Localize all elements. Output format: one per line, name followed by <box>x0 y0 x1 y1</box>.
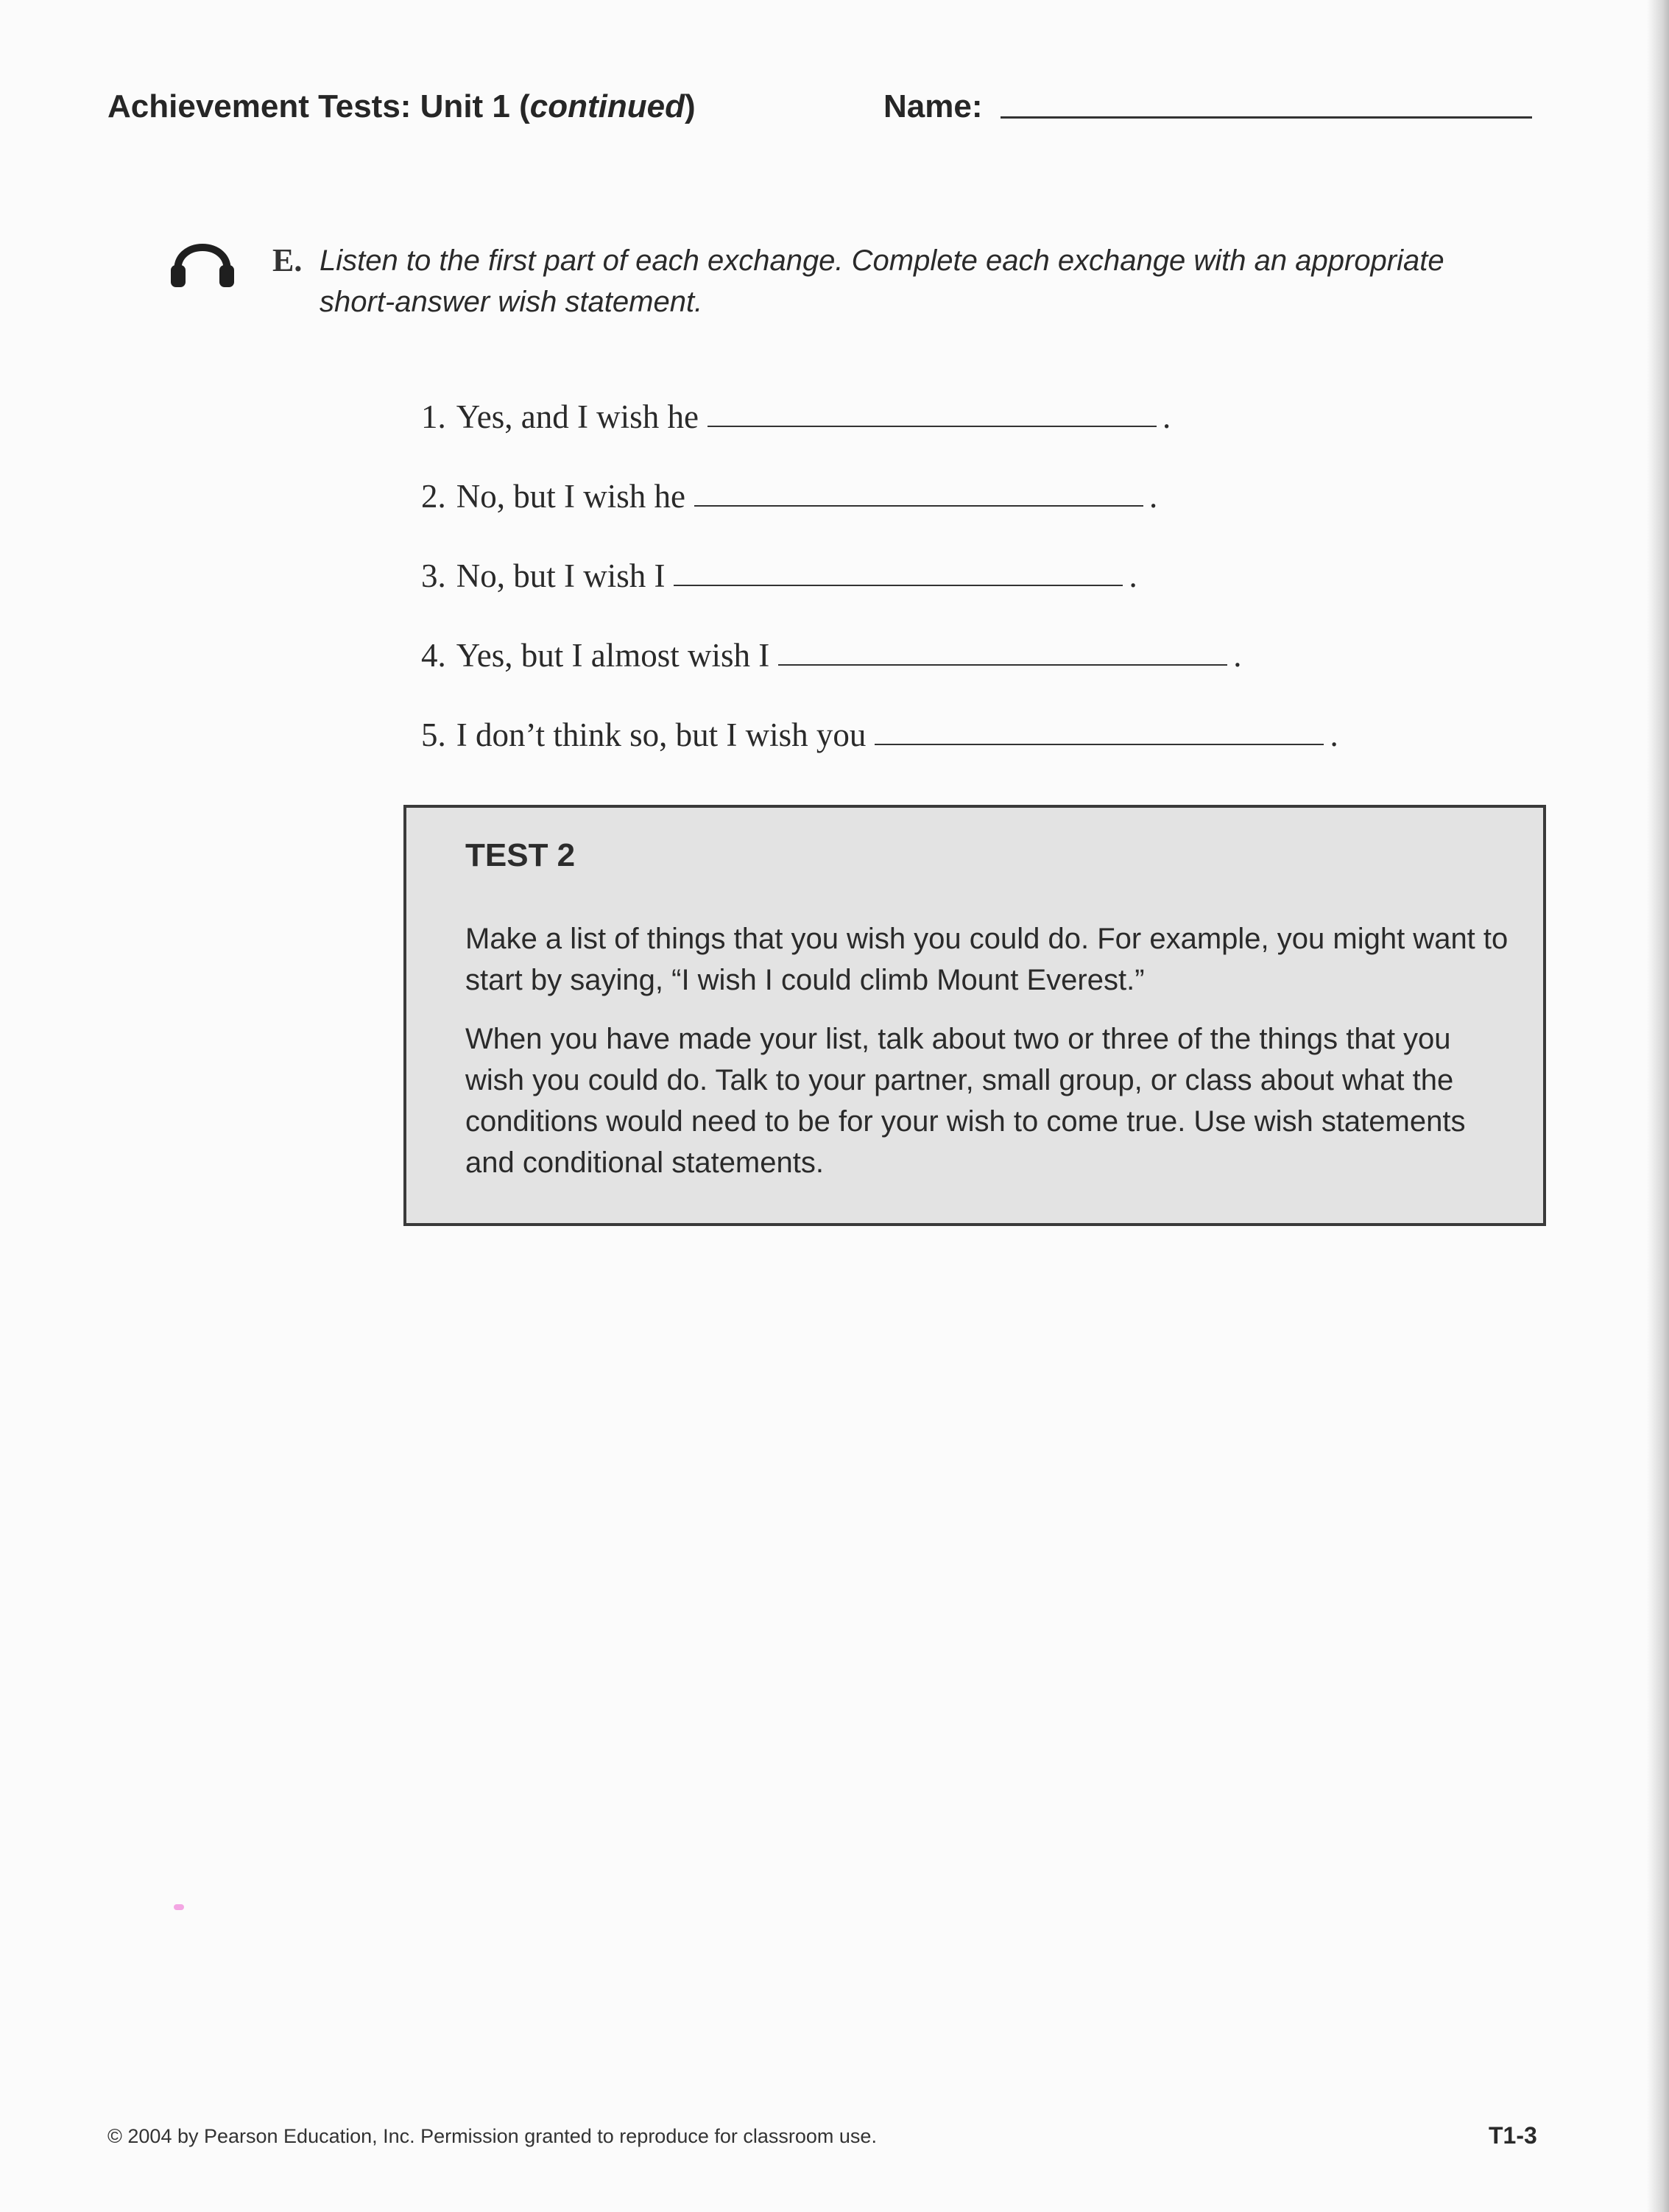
footer-copyright: © 2004 by Pearson Education, Inc. Permission granted to reproduce for classroom use. <box>107 2125 877 2147</box>
test2-box <box>403 805 1546 1226</box>
item-prompt: Yes, but I almost wish I <box>456 637 770 674</box>
name-blank-line[interactable] <box>1001 116 1532 119</box>
answer-blank[interactable] <box>694 505 1143 507</box>
page-number: T1-3 <box>1489 2122 1537 2149</box>
answer-blank[interactable] <box>674 585 1123 586</box>
item-number: 3. <box>421 557 446 594</box>
item-period: . <box>1330 716 1338 753</box>
answer-blank[interactable] <box>708 426 1157 427</box>
exchange-item-4 <box>421 595 1338 674</box>
answer-blank[interactable] <box>778 664 1227 666</box>
answer-blank[interactable] <box>875 744 1324 745</box>
name-field <box>883 88 1532 125</box>
item-period: . <box>1129 557 1137 594</box>
item-period: . <box>1233 637 1242 674</box>
title-continued: continued <box>529 88 685 124</box>
item-prompt: Yes, and I wish he <box>456 398 699 435</box>
page-title <box>107 88 696 125</box>
item-number: 5. <box>421 716 446 753</box>
title-main: Achievement Tests: Unit 1 ( <box>107 88 530 124</box>
item-prompt: No, but I wish he <box>456 478 685 515</box>
exchange-item-2 <box>421 436 1338 515</box>
item-number: 4. <box>421 637 446 674</box>
exchange-list <box>421 356 1338 754</box>
item-number: 2. <box>421 478 446 515</box>
exchange-item-3 <box>421 515 1338 595</box>
test2-title: TEST 2 <box>465 837 576 873</box>
name-label: Name: <box>883 88 983 124</box>
section-instructions: Listen to the first part of each exchange. Complete each exchange with an appropriate short-answer wish statement. <box>320 244 1444 318</box>
item-prompt: No, but I wish I <box>456 557 666 594</box>
pink-ink-mark <box>174 1904 184 1910</box>
test2-paragraph-2: When you have made your list, talk about two or three of the things that you wish you could do. Talk to your partner, small group, or class about what the conditions would need to be for your wish to come true. Use wish statements and conditional statements. <box>465 1023 1466 1179</box>
exchange-item-5 <box>421 674 1338 754</box>
page-edge-shadow <box>1647 0 1669 2212</box>
headphones-icon <box>168 227 237 290</box>
item-period: . <box>1162 398 1171 435</box>
title-close: ) <box>684 88 696 124</box>
item-number: 1. <box>421 398 446 435</box>
item-prompt: I don’t think so, but I wish you <box>456 716 867 753</box>
test2-paragraph-1: Make a list of things that you wish you could do. For example, you might want to start by saying, “I wish I could climb Mount Everest.” <box>465 923 1509 996</box>
section-letter: E. <box>272 242 303 278</box>
exchange-item-1 <box>421 356 1338 436</box>
item-period: . <box>1148 478 1158 515</box>
